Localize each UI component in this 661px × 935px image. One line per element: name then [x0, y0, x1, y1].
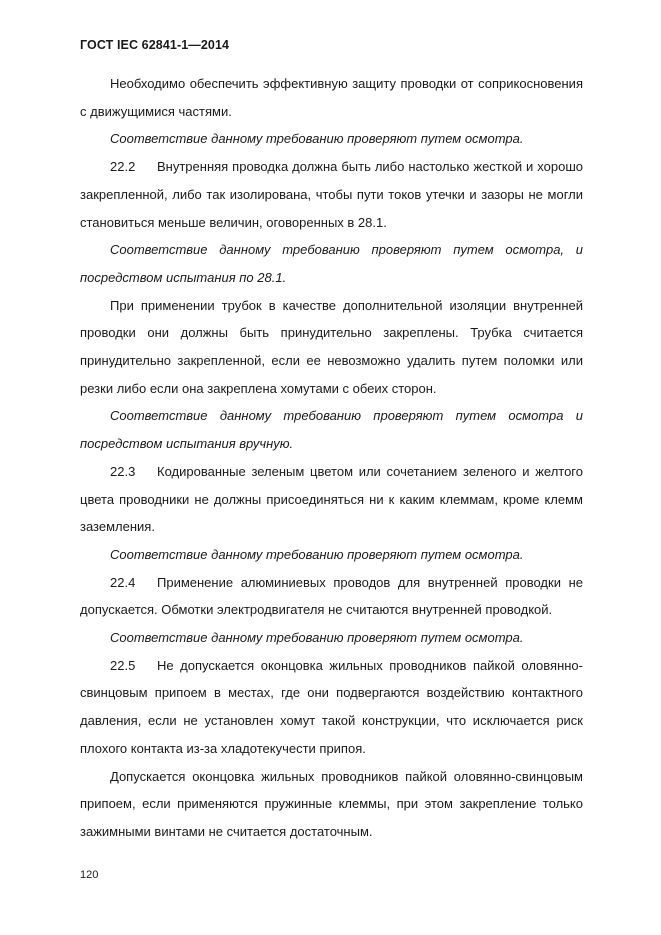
paragraph-text: Внутренняя проводка должна быть либо настолько жесткой и хорошо закрепленной, либо так изолирована, чтобы пути токов утечки и зазоры не могли становиться меньше величин, оговоренных в 28.1.	[80, 159, 583, 230]
paragraph-text: Допускается оконцовка жильных проводников пайкой оловянно-свинцовым припоем, если применяются пружинные клеммы, при этом закрепление только зажимными винтами не считается достаточным.	[80, 768, 583, 839]
clause-22-4	[80, 569, 583, 624]
clause-22-5	[80, 652, 583, 763]
clause-number: 22.2	[110, 159, 136, 175]
compliance-check-paragraph	[80, 541, 583, 569]
compliance-check-paragraph	[80, 402, 583, 457]
paragraph-protection-requirement	[80, 70, 583, 125]
paragraph-text: Необходимо обеспечить эффективную защиту проводки от соприкосновения с движущимися частями.	[80, 76, 583, 119]
paragraph-text: Соответствие данному требованию проверяют путем осмотра и посредством испытания вручную.	[80, 408, 583, 452]
document-header: ГОСТ IEC 62841-1—2014	[80, 38, 230, 52]
compliance-check-paragraph	[80, 236, 583, 291]
paragraph-text: Соответствие данному требованию проверяют путем осмотра, и посредством испытания по 28.1.	[80, 242, 583, 285]
document-body	[80, 70, 583, 846]
clause-22-3	[80, 458, 583, 541]
clause-number: 22.4	[110, 574, 136, 590]
paragraph-text: Соответствие данному требованию проверяют путем осмотра.	[110, 131, 524, 147]
paragraph-text: Кодированные зеленым цветом или сочетанием зеленого и желтого цвета проводники не должны присоединяться ни к каким клеммам, кроме клемм заземления.	[80, 463, 583, 535]
paragraph-text: Не допускается оконцовка жильных проводников пайкой оловянно-свинцовым припоем в местах, где они подвергаются воздействию контактного давления, если не установлен хомут такой конструкции, что исключается риск плохого контакта из-за хладотекучести припоя.	[80, 657, 583, 756]
compliance-check-paragraph	[80, 624, 583, 652]
compliance-check-paragraph	[80, 125, 583, 153]
paragraph-text: При применении трубок в качестве дополнительной изоляции внутренней проводки они должны быть принудительно закреплены. Трубка считается принудительно закрепленной, если ее невозможно удалить путем поломки или резки либо если она закреплена хомутами с обеих сторон.	[80, 297, 583, 396]
clause-number: 22.5	[110, 657, 136, 673]
paragraph-sleeving	[80, 292, 583, 403]
clause-number: 22.3	[110, 463, 136, 479]
paragraph-text: Соответствие данному требованию проверяют путем осмотра.	[110, 546, 524, 562]
paragraph-soldering-allowed	[80, 763, 583, 846]
paragraph-text: Применение алюминиевых проводов для внутренней проводки не допускается. Обмотки электродвигателя не считаются внутренней проводкой.	[80, 574, 583, 618]
clause-22-2	[80, 153, 583, 236]
page-number: 120	[80, 869, 99, 881]
paragraph-text: Соответствие данному требованию проверяют путем осмотра.	[110, 630, 524, 646]
